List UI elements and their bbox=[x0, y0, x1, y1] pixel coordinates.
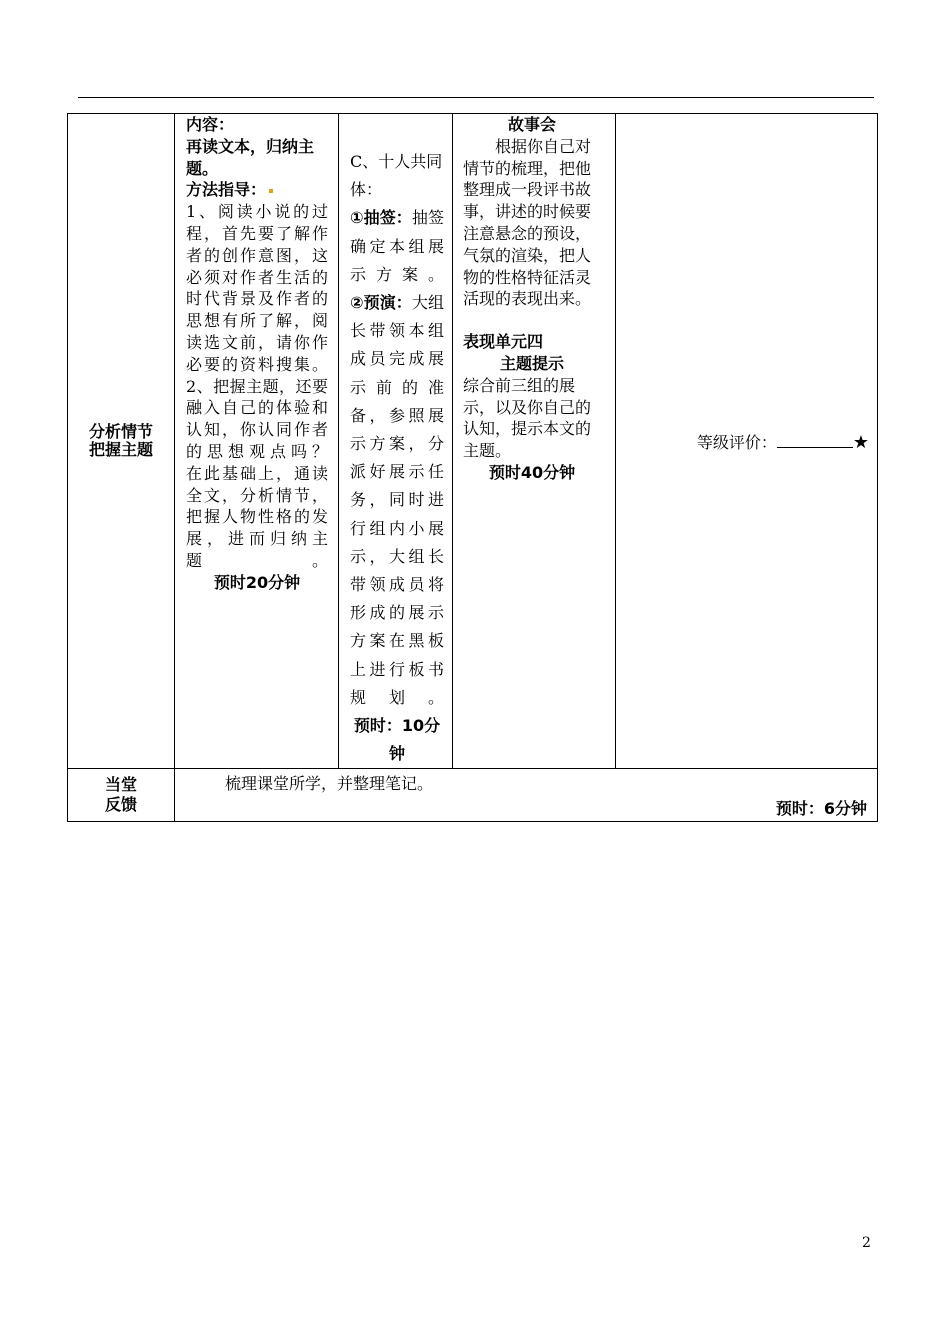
row-label-line: 把握主题 bbox=[88, 440, 153, 460]
lesson-table bbox=[67, 113, 878, 822]
step-1: ①抽签：抽签确定本组展示方案。 bbox=[350, 208, 444, 284]
method-point-1: 1、阅读小说的过程，首先要了解作者的创作意图，这必须对作者生活的时代背景及作者的思想有所了解，阅读选文前，请你作必要的资料搜集。 bbox=[186, 202, 328, 374]
content-heading: 内容： bbox=[186, 115, 235, 134]
content-cell bbox=[175, 114, 339, 769]
row-label-line: 分析情节 bbox=[88, 422, 153, 442]
unit-text: 综合前三组的展示，以及你自己的认知，提示本文的主题。 bbox=[463, 375, 592, 461]
star-icon: ★ bbox=[852, 431, 869, 453]
story-heading: 故事会 bbox=[507, 115, 556, 134]
feedback-text: 梳理课堂所学，并整理笔记。 bbox=[225, 774, 434, 794]
grade-cell bbox=[616, 114, 878, 769]
row-label-feedback bbox=[68, 769, 175, 822]
header-rule bbox=[78, 97, 874, 98]
grade-label: 等级评价： bbox=[696, 432, 777, 452]
unit-heading: 表现单元四 bbox=[463, 332, 544, 352]
story-text: 根据你自己对情节的梳理，把他整理成一段评书故事，讲述的时候要注意悬念的预设，气氛的渲染，把人物的性格特征活灵活现的表现出来。 bbox=[463, 136, 592, 309]
task-text: 再读文本，归纳主题。 bbox=[186, 136, 315, 178]
table-row bbox=[68, 114, 878, 769]
grade-blank[interactable] bbox=[777, 433, 853, 448]
unit-subheading: 主题提示 bbox=[499, 353, 564, 373]
step-2: ②预演：大组长带领本组成员完成展示前的准备，参照展示方案，分派好展示任务，同时进行组内小展示，大组长带领成员将形成的展示方案在黑板上进行板书规划。 bbox=[350, 293, 444, 707]
row-label-line: 反馈 bbox=[104, 795, 137, 815]
method-point-3: 在此基础上，通读全文，分析情节，把握人物性格的发展，进而归纳主题。 bbox=[186, 463, 328, 570]
time-estimate: 预时：6分钟 bbox=[775, 799, 867, 819]
storytelling-cell bbox=[453, 114, 616, 769]
group-title: C、十人共同体： bbox=[350, 152, 443, 200]
table-row bbox=[68, 769, 878, 822]
feedback-cell bbox=[175, 769, 878, 822]
group-cell bbox=[339, 114, 453, 769]
method-point-2: 2、把握主题，还要融入自己的体验和认知，你认同作者的思想观点吗？ bbox=[186, 376, 328, 461]
method-heading: 方法指导： bbox=[186, 179, 328, 201]
time-estimate: 预时20分钟 bbox=[213, 572, 301, 592]
time-estimate: 预时：10分钟 bbox=[353, 716, 441, 764]
time-estimate: 预时40分钟 bbox=[488, 462, 576, 482]
page-number: 2 bbox=[862, 1235, 871, 1251]
row-label-line: 当堂 bbox=[104, 775, 137, 795]
row-label-analysis bbox=[68, 114, 175, 769]
